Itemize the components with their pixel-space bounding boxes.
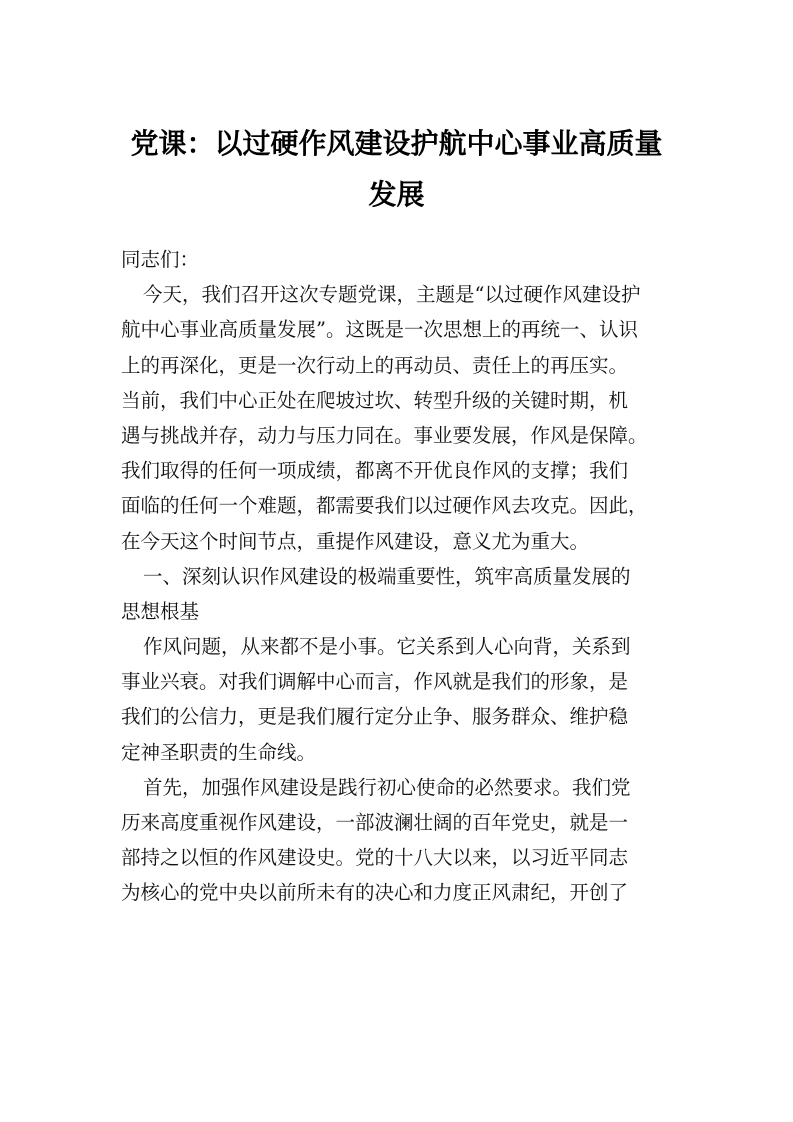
body-line: 作风问题，从来都不是小事。它关系到人心向背，关系到 <box>143 635 631 659</box>
title-line: 发展 <box>368 178 425 211</box>
body-line: 上的再深化，更是一次行动上的再动员、责任上的再压实。 <box>121 353 629 377</box>
body-line: 当前，我们中心正处在爬坡过坎、转型升级的关键时期，机 <box>121 388 629 412</box>
body-line: 我们取得的任何一项成绩，都离不开优良作风的支撑；我们 <box>121 459 629 483</box>
body-line: 同志们： <box>121 248 200 271</box>
body-line: 今天，我们召开这次专题党课，主题是“以过硬作风建设护 <box>143 283 641 307</box>
body-line: 历来高度重视作风建设，一部波澜壮阔的百年党史，就是一 <box>121 811 629 834</box>
document-title <box>110 118 683 220</box>
body-line: 为核心的党中央以前所未有的决心和力度正风肃纪，开创了 <box>121 881 629 905</box>
body-line: 事业兴衰。对我们调解中心而言，作风就是我们的形象，是 <box>121 670 629 694</box>
body-line: 在今天这个时间节点，重提作风建设，意义尤为重大。 <box>121 529 590 553</box>
body-line: 我们的公信力，更是我们履行定分止争、服务群众、维护稳 <box>121 705 629 729</box>
section-heading-line: 思想根基 <box>121 599 200 623</box>
body-line: 面临的任何一个难题，都需要我们以过硬作风去攻克。因此， <box>121 494 648 518</box>
body-line: 部持之以恒的作风建设史。党的十八大以来，以习近平同志 <box>121 846 629 870</box>
body-line: 首先，加强作风建设是践行初心使命的必然要求。我们党 <box>143 775 631 799</box>
title-line: 党课：以过硬作风建设护航中心事业高质量 <box>130 127 663 160</box>
document-body <box>121 242 675 911</box>
body-line: 航中心事业高质量发展”。这既是一次思想上的再统一、认识 <box>121 318 638 342</box>
body-line: 遇与挑战并存，动力与压力同在。事业要发展，作风是保障。 <box>121 423 648 447</box>
body-line: 定神圣职责的生命线。 <box>121 740 317 764</box>
section-heading-line: 一、深刻认识作风建设的极端重要性，筑牢高质量发展的 <box>143 564 631 588</box>
